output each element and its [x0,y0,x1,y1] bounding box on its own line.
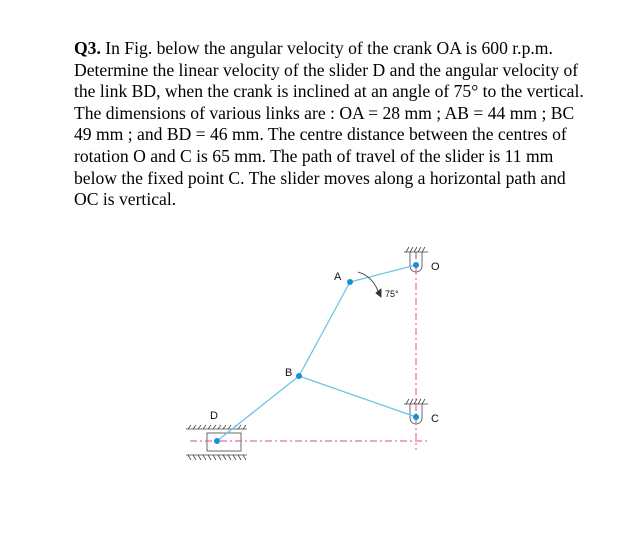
label-angle: 75° [385,289,399,299]
joint-b [296,373,302,379]
label-d: D [210,410,218,422]
label-a: A [334,271,342,283]
link-bd [217,376,299,441]
joint-d [214,438,220,444]
label-c: C [431,413,439,425]
question-number: Q3. [74,38,101,58]
question-body: In Fig. below the angular velocity of the crank OA is 600 r.p.m. Determine the linear velocity of the slider D and the angular velocity of the link BD, when the crank is inclined at an angle of 75° to the vertical. The dimensions of various links are : OA = 28 mm ; AB = 44 mm ; BC 49 mm ; and BD = 46 mm. The centre distance between the centres of rotation O and C is 65 mm. The path of travel of the slider is 11 mm below the fixed point C. The slider moves along a horizontal path and OC is vertical. [74,38,584,210]
label-o: O [431,261,440,273]
angle-arrow [358,272,381,297]
joint-c [413,414,419,420]
link-bc [299,376,416,417]
joint-a [347,279,353,285]
label-b: B [285,367,293,379]
joint-o [413,262,419,268]
link-ab [299,282,350,376]
link-oa [350,265,416,282]
